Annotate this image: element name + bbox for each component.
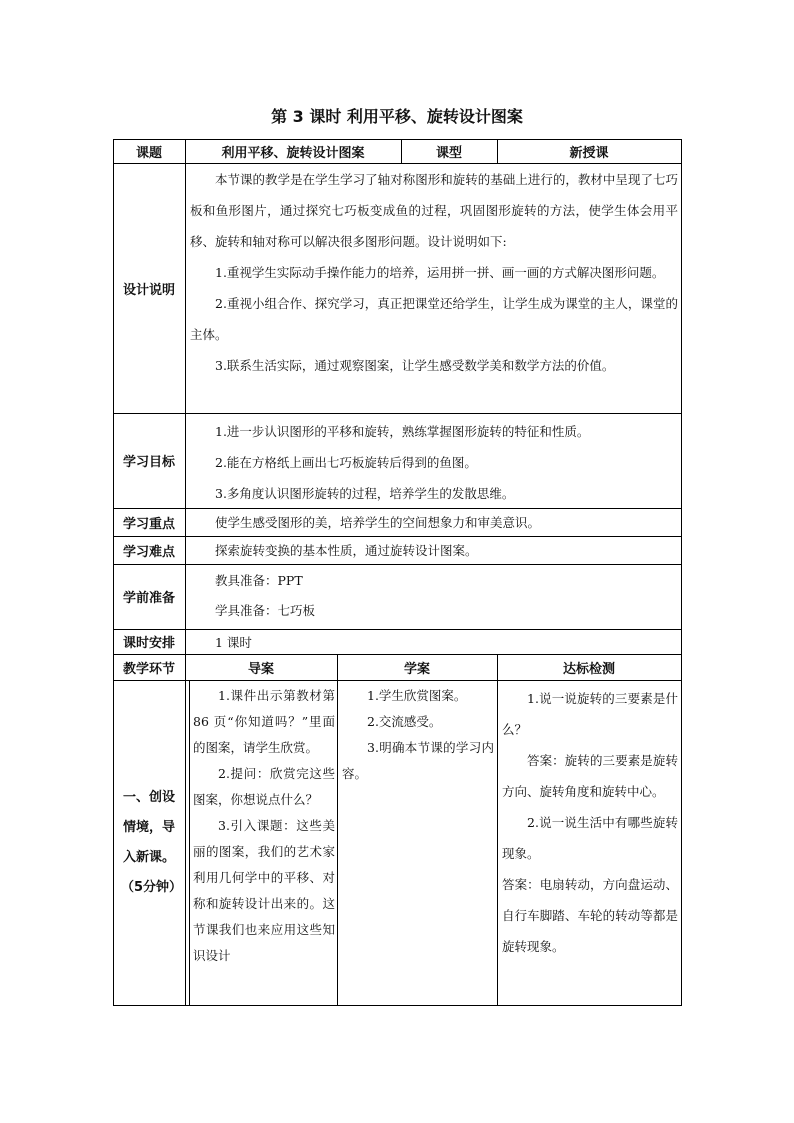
- check-answer: 答案：电扇转动，方向盘运动、自行车脚踏、车轮的转动等都是旋转现象。: [502, 877, 678, 954]
- difficulty-text: 探索旋转变换的基本性质，通过旋转设计图案。: [215, 543, 478, 558]
- table-rule-vertical: [337, 654, 338, 1006]
- design-paragraph: 3.联系生活实际，通过观察图案，让学生感受数学美和数学方法的价值。: [215, 358, 615, 373]
- label-difficulty: 学习难点: [122, 544, 175, 560]
- goal-item: 2.能在方格纸上画出七巧板旋转后得到的鱼图。: [215, 455, 477, 470]
- page-title: 第 3 课时 利用平移、旋转设计图案: [271, 107, 523, 126]
- table-border-bottom: [113, 1005, 682, 1006]
- table-rule-vertical: [185, 139, 186, 1006]
- label-type: 课型: [435, 145, 462, 161]
- table-border-right: [681, 139, 682, 1006]
- goal-item: 1.进一步认识图形的平移和旋转，熟练掌握图形旋转的特征和性质。: [215, 424, 590, 439]
- study-item: 3.明确本节课的学习内容。: [342, 740, 494, 781]
- section1-check: [502, 683, 678, 1003]
- schedule-content: [190, 629, 678, 654]
- course-name: 利用平移、旋转设计图案: [221, 145, 365, 161]
- design-content: [190, 163, 678, 413]
- goal-item: 3.多角度认识图形旋转的过程，培养学生的发散思维。: [215, 486, 515, 501]
- label-course: 课题: [135, 145, 162, 161]
- keypoint-content: [190, 508, 678, 536]
- guide-item: 2.提问：欣赏完这些图案，你想说点什么？: [193, 766, 335, 807]
- col-stage: 教学环节: [122, 661, 175, 677]
- section1-guide: [193, 683, 335, 1003]
- table-rule-vertical: [189, 680, 190, 1006]
- section1-stage: 一、创设情境，导入新课。（5分钟）: [121, 789, 183, 895]
- col-check: 达标检测: [562, 661, 615, 677]
- prep-content: [190, 566, 678, 629]
- check-answer: 答案：旋转的三要素是旋转方向、旋转角度和旋转中心。: [502, 753, 678, 799]
- keypoint-text: 使学生感受图形的美，培养学生的空间想象力和审美意识。: [215, 515, 541, 530]
- design-paragraph: 2.重视小组合作、探究学习，真正把课堂还给学生，让学生成为课堂的主人，课堂的主体。: [190, 296, 678, 342]
- label-goals: 学习目标: [122, 455, 175, 470]
- guide-item: 1.课件出示第教材第 86 页“你知道吗？”里面的图案，请学生欣赏。: [193, 688, 335, 755]
- difficulty-content: [190, 536, 678, 564]
- prep-teacher: 教具准备：PPT: [215, 573, 303, 588]
- label-keypoint: 学习重点: [122, 516, 175, 532]
- check-question: 2.说一说生活中有哪些旋转现象。: [502, 815, 678, 861]
- schedule-text: 1 课时: [215, 634, 252, 650]
- goals-content: [190, 416, 678, 508]
- table-rule: [113, 564, 682, 565]
- course-type: 新授课: [569, 145, 609, 161]
- label-schedule: 课时安排: [122, 636, 175, 651]
- col-guide: 导案: [247, 661, 274, 677]
- label-prep: 学前准备: [122, 591, 175, 606]
- table-rule-vertical: [497, 654, 498, 1006]
- design-paragraph: 1.重视学生实际动手操作能力的培养，运用拼一拼、画一画的方式解决图形问题。: [215, 265, 665, 280]
- study-item: 2.交流感受。: [367, 714, 442, 729]
- guide-item: 3.引入课题：这些美丽的图案，我们的艺术家利用几何学中的平移、对称和旋转设计出来的。这节课我们也来应用这些知识设计: [193, 818, 335, 963]
- label-design: 设计说明: [122, 282, 175, 298]
- table-rule: [113, 680, 682, 681]
- design-paragraph: 本节课的教学是在学生学习了轴对称图形和旋转的基础上进行的，教材中呈现了七巧板和鱼形图片，通过探究七巧板变成鱼的过程，巩固图形旋转的方法，使学生体会用平移、旋转和轴对称可以解决很多图形问题。设计说明如下:: [190, 172, 678, 249]
- check-question: 1.说一说旋转的三要素是什么？: [502, 691, 678, 737]
- section1-study: [342, 683, 494, 1003]
- prep-student: 学具准备：七巧板: [215, 603, 316, 618]
- study-item: 1.学生欣赏图案。: [367, 688, 467, 703]
- col-study: 学案: [403, 661, 430, 677]
- table-rule: [113, 413, 682, 414]
